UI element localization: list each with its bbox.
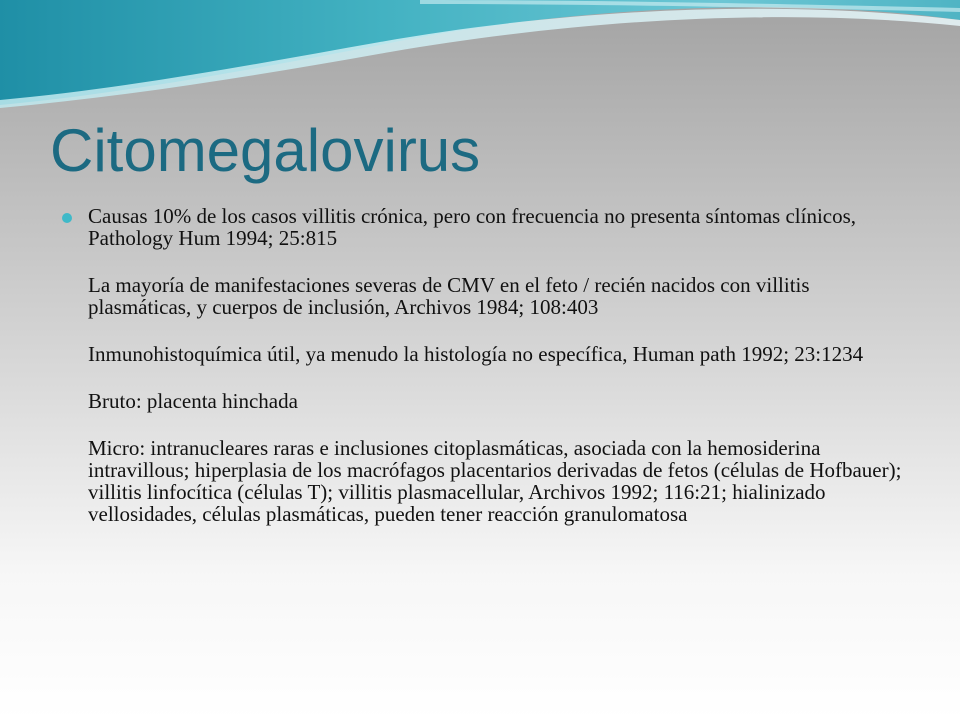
bullet-paragraph-2: La mayoría de manifestaciones severas de CMV en el feto / recién nacidos con villitis plasmáticas, y cuerpos de inclusión, Archivos 1984; 108:403: [88, 273, 810, 319]
bullet-paragraph-4: Bruto: placenta hinchada: [88, 389, 298, 413]
bullet-dot-icon: [62, 213, 72, 223]
bullet-paragraph-5: Micro: intranucleares raras e inclusiones citoplasmáticas, asociada con la hemosiderina intravillous; hiperplasia de los macrófagos placentarios derivadas de fetos (células de Hofbauer); villitis linfocítica (células T); villitis plasmacellular, Archivos 1992; 116:21; hialinizado vellosidades, células plasmáticas, pueden tener reacción granulomatosa: [88, 436, 902, 526]
slide-content: [62, 205, 912, 525]
bullet-item: [62, 205, 912, 525]
slide-title: Citomegalovirus: [50, 117, 481, 184]
wave-decoration: [0, 0, 960, 120]
bullet-paragraph-3: Inmunohistoquímica útil, ya menudo la histología no específica, Human path 1992; 23:1234: [88, 342, 864, 366]
bullet-paragraph-1: Causas 10% de los casos villitis crónica, pero con frecuencia no presenta síntomas clínicos, Pathology Hum 1994; 25:815: [88, 204, 857, 250]
